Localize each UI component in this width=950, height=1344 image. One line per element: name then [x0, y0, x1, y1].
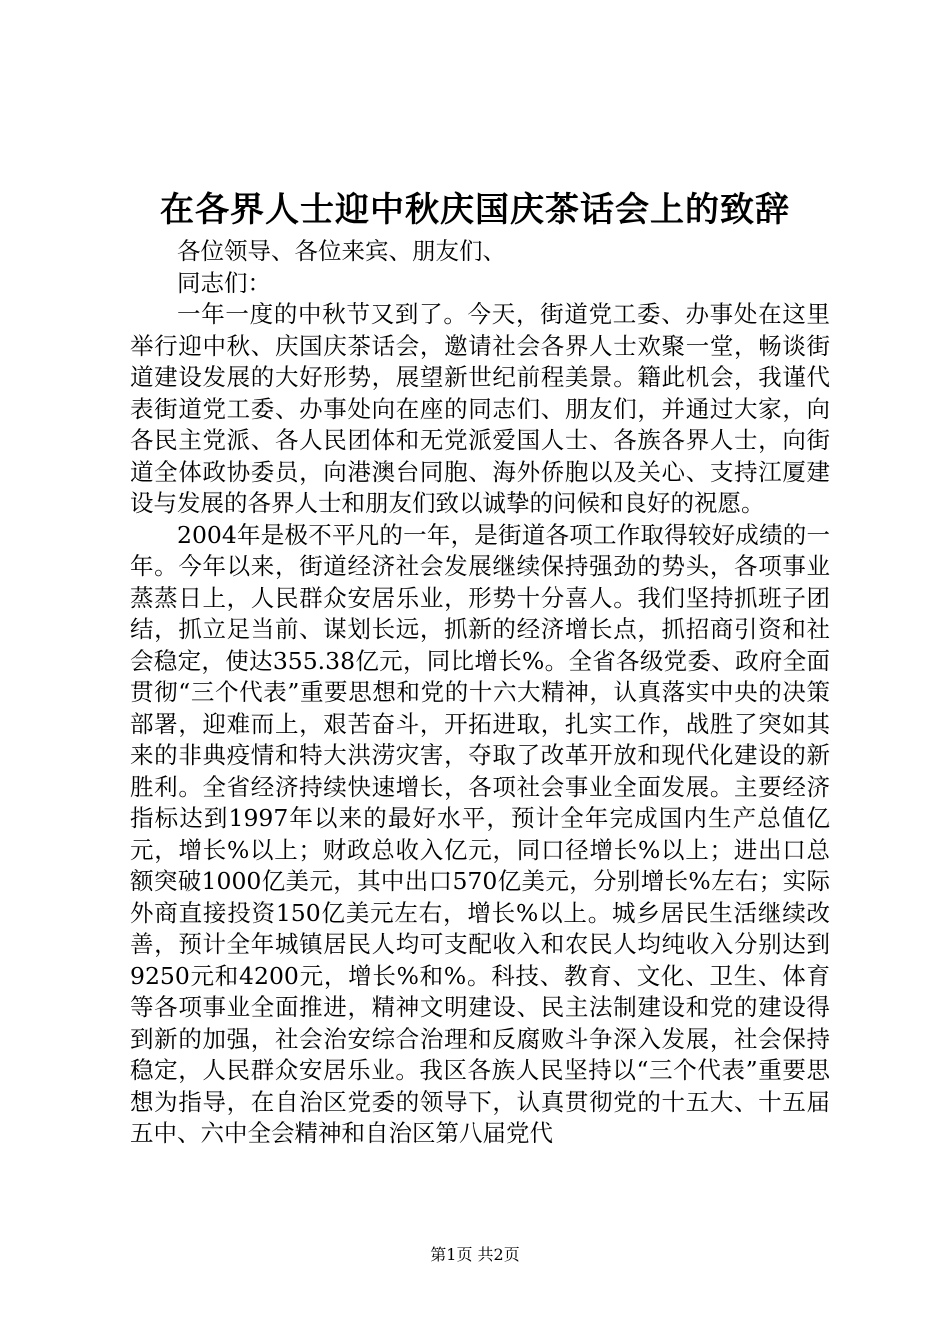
salutation-line: 各位领导、各位来宾、朋友们、 [177, 237, 506, 265]
body-paragraph: 一年一度的中秋节又到了。今天，街道党工委、办事处在这里举行迎中秋、庆国庆茶话会，邀请社会各界人士欢聚一堂，畅谈街道建设发展的大好形势，展望新世纪前程美景。籍此机会，我谨代表街道党工委、办事处向在座的同志们、朋友们，并通过大家，向各民主党派、各人民团体和无党派爱国人士、各族各界人士，向街道全体政协委员，向港澳台同胞、海外侨胞以及关心、支持江厦建设与发展的各界人士和朋友们致以诚挚的问候和良好的祝愿。 [130, 300, 830, 517]
page-title: 在各界人士迎中秋庆国庆茶话会上的致辞 [160, 190, 790, 230]
page-footer: 第1页 共2页 [430, 1245, 520, 1264]
salutation-line: 同志们： [177, 268, 271, 297]
document-body [130, 236, 830, 1150]
body-paragraph: 2004年是极不平凡的一年，是街道各项工作取得较好成绩的一年。今年以来，街道经济社会发展继续保持强劲的势头，各项事业蒸蒸日上，人民群众安居乐业，形势十分喜人。我们坚持抓班子团结，抓立足当前、谋划长远，抓新的经济增长点，抓招商引资和社会稳定，使达355.38亿元，同比增长%。全省各级党委、政府全面贯彻“三个代表”重要思想和党的十六大精神，认真落实中央的决策部署，迎难而上，艰苦奋斗，开拓进取，扎实工作，战胜了突如其来的非典疫情和特大洪涝灾害，夺取了改革开放和现代化建设的新胜利。全省经济持续快速增长，各项社会事业全面发展。主要经济指标达到1997年以来的最好水平，预计全年完成国内生产总值亿元，增长%以上；财政总收入亿元，同口径增长%以上；进出口总额突破1000亿美元，其中出口570亿美元，分别增长%左右；实际外商直接投资150亿美元左右，增长%以上。城乡居民生活继续改善，预计全年城镇居民人均可支配收入和农民人均纯收入分别达到9250元和4200元，增长%和%。科技、教育、文化、卫生、体育等各项事业全面推进，精神文明建设、民主法制建设和党的建设得到新的加强，社会治安综合治理和反腐败斗争深入发展，社会保持稳定，人民群众安居乐业。我区各族人民坚持以“三个代表”重要思想为指导，在自治区党委的领导下，认真贯彻党的十五大、十五届五中、六中全会精神和自治区第八届党代 [130, 520, 830, 1147]
